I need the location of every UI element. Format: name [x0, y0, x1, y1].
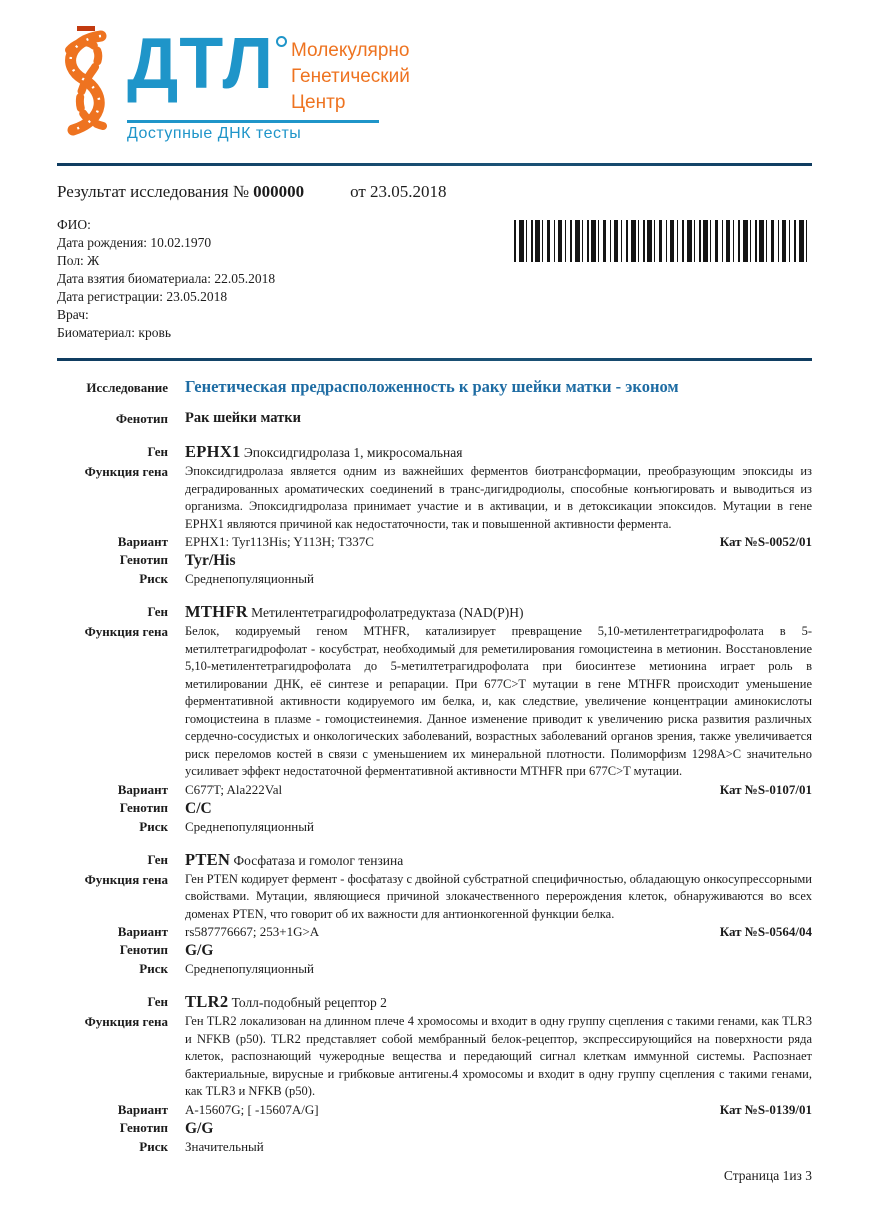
- gene-section: [0, 442, 869, 588]
- logo-subtitle: Доступные ДНК тесты: [127, 125, 302, 142]
- gene-name: Эпоксидгидролаза 1, микросомальная: [243, 445, 463, 460]
- genotype-value: G/G: [185, 1119, 214, 1137]
- gene-function-label: Функция гена: [84, 871, 168, 887]
- catalog-number: Кат №S-0564/04: [719, 924, 812, 939]
- divider-top: [57, 163, 812, 166]
- study-row: [57, 377, 812, 397]
- patient-line: ФИО:: [57, 217, 91, 232]
- patient-line: Биоматериал: кровь: [57, 325, 171, 340]
- gene-label: Ген: [147, 994, 168, 1009]
- barcode: [514, 220, 810, 262]
- divider-study: [57, 358, 812, 361]
- catalog-number: Кат №S-0107/01: [719, 781, 812, 797]
- variant-label: Вариант: [117, 781, 168, 797]
- genes-container: [0, 442, 869, 1156]
- gene-function-label: Функция гена: [84, 624, 168, 639]
- report-title: [57, 182, 812, 202]
- variant-value: EPHX1: Tyr113His; Y113H; T337C: [185, 534, 374, 549]
- gene-function-text: Ген TLR2 локализован на длинном плече 4 хромосомы и входит в одну группу сцепления с такими генами, как TLR3 и NFKB (p50). TLR2 представляет собой мембранный белок-рецептор, экспрессирующийся на поверхности ряда клеток, распознающий чужеродные вещества и передающий сигнал клеткам иммунной системы. Распознает бактериальные, вирусные и грибковые антигены.4 хромосомы и входит в одну группу сцепления с такими генами, как TLR3 и NFKB (p50).: [185, 1014, 812, 1098]
- catalog-number: Кат №S-0139/01: [719, 1101, 812, 1117]
- report-number: 000000: [253, 182, 305, 201]
- variant-label: Вариант: [117, 534, 168, 549]
- report-title-prefix: Результат исследования №: [57, 182, 250, 201]
- gene-function-label: Функция гена: [84, 464, 168, 479]
- gene-symbol: TLR2: [185, 992, 229, 1011]
- gene-label: Ген: [147, 604, 168, 619]
- gene-name: Толл-подобный рецептор 2: [231, 995, 387, 1010]
- tagline-line: Генетический: [291, 66, 410, 87]
- gene-label: Ген: [147, 444, 168, 459]
- gene-name: Метилентетрагидрофолатредуктаза (NAD(P)H): [251, 605, 524, 620]
- patient-line: Дата регистрации: 23.05.2018: [57, 289, 228, 304]
- risk-value: Среднепопуляционный: [185, 571, 314, 586]
- catalog-number: Кат №S-0052/01: [719, 534, 812, 549]
- gene-function-text: Эпоксидгидролаза является одним из важнейших ферментов биотрансформации, преобразующим эпоксиды из деградированных ароматических соединений в транс-дигидродиолы, способные конъюгировать и выводиться из организма. Эпоксидгидролаза принимает участие и в активации, и в детоксикации эпоксидов. Мутации в гене EPHX1 являются причиной как недостаточности, так и повышенной активности фермента.: [185, 464, 812, 531]
- patient-line: Врач:: [57, 307, 89, 322]
- genotype-value: Tyr/His: [185, 552, 236, 569]
- gene-function-text: Белок, кодируемый геном MTHFR, катализирует превращение 5,10-метилентетрагидрофолата в 5-метилтетрагидрофолат - косубстрат, необходимый для реметилирования гомоцистеина в метионин. Восстановление 5,10-метилентетрагидрофолата до 5-метилтетрагидрофолата при биосинтезе метионина играет роль в метилировании ДНК, её синтезе и репарации. При 677C>T мутации в гене MTHFR происходит уменьшение ферментативной активности кодируемого им белка, и, как следствие, увеличение концентрации аминокислоты гомоцистеина в плазме - гомоцистеинемия. Данное изменение приводит к увеличению риска развития различных сердечно-сосудистых и онкологических заболеваний, возрастных заболеваний органов зрения, также увеличивается риск переломов костей в связи с уменьшением их минеральной плотности. Полиморфизм 1298A>C значительно усиливает эффект недостаточной ферментативной активности MTHFR при 677C>T мутации.: [185, 624, 812, 778]
- tagline-line: Центр: [291, 92, 346, 113]
- variant-value: rs587776667; 253+1G>A: [185, 924, 320, 939]
- phenotype-row: [57, 410, 812, 428]
- logo: [0, 0, 869, 143]
- gene-symbol: PTEN: [185, 849, 231, 869]
- logo-tagline: [291, 26, 410, 116]
- gene-function-label: Функция гена: [84, 1014, 168, 1029]
- study-label: Исследование: [86, 380, 168, 395]
- genotype-label: Генотип: [119, 552, 168, 567]
- registered-mark-icon: [276, 36, 287, 47]
- genotype-value: C/C: [185, 799, 212, 817]
- patient-line: Дата взятия биоматериала: 22.05.2018: [57, 271, 276, 286]
- variant-value: C677T; Ala222Val: [185, 781, 283, 797]
- gene-name: Фосфатаза и гомолог тензина: [233, 852, 404, 868]
- report-date: от 23.05.2018: [350, 182, 447, 201]
- tagline-line: Молекулярно: [291, 40, 410, 61]
- brand-text: ДТЛ: [127, 24, 274, 104]
- genotype-label: Генотип: [119, 1119, 168, 1135]
- risk-value: Значительный: [185, 1138, 264, 1154]
- gene-symbol: EPHX1: [185, 442, 241, 461]
- risk-label: Риск: [139, 571, 168, 586]
- genotype-value: G/G: [185, 942, 214, 959]
- variant-label: Вариант: [117, 924, 168, 939]
- risk-label: Риск: [139, 1138, 168, 1154]
- gene-section: [0, 602, 869, 836]
- risk-label: Риск: [139, 961, 168, 976]
- page-footer: Страница 1из 3: [723, 1168, 812, 1183]
- logo-subtitle-rule: [127, 120, 379, 143]
- study-name: Генетическая предрасположенность к раку шейки матки - эконом: [185, 377, 679, 396]
- phenotype-label: Фенотип: [115, 411, 168, 426]
- gene-symbol: MTHFR: [185, 602, 248, 621]
- gene-section: [0, 850, 869, 979]
- genotype-label: Генотип: [119, 799, 168, 815]
- genotype-label: Генотип: [119, 942, 168, 957]
- gene-label: Ген: [147, 851, 168, 867]
- patient-line: Дата рождения: 10.02.1970: [57, 235, 212, 250]
- risk-value: Среднепопуляционный: [185, 818, 314, 834]
- gene-function-text: Ген PTEN кодирует фермент - фосфатазу с двойной субстратной специфичностью, обладающую онкосупрессорными свойствами. Мутации, являющиеся причиной злокачественного перерождения клеток, обнаруживаются во всех доменах PTEN, что говорит об их важности для антионкогенной функции белка.: [185, 871, 812, 921]
- risk-value: Среднепопуляционный: [185, 961, 314, 976]
- dna-helix-icon: [55, 26, 119, 140]
- risk-label: Риск: [139, 818, 168, 834]
- variant-label: Вариант: [117, 1101, 168, 1117]
- patient-block: [57, 216, 812, 344]
- phenotype-value: Рак шейки матки: [185, 410, 301, 426]
- patient-line: Пол: Ж: [57, 253, 100, 268]
- gene-section: [0, 992, 869, 1156]
- variant-value: A-15607G; [ -15607A/G]: [185, 1101, 319, 1117]
